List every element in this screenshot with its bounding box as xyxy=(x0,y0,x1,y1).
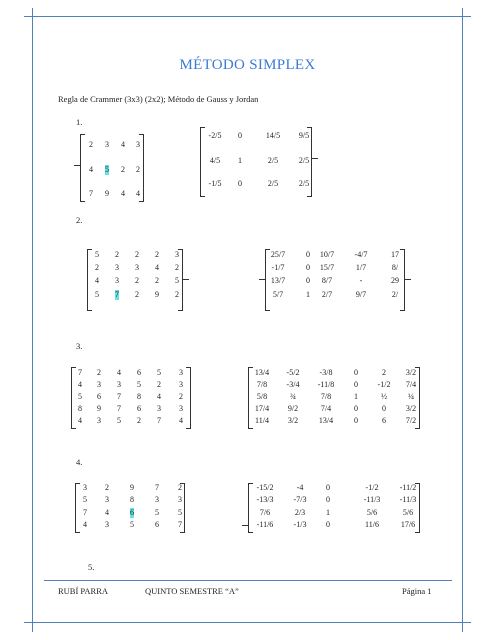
matrix-cell: 2/5 xyxy=(267,156,279,165)
matrix-cell: 9 xyxy=(97,404,101,413)
matrix-cell: 1 xyxy=(354,392,358,401)
bracket-tick xyxy=(405,279,411,280)
matrix-cell: 3 xyxy=(157,404,161,413)
matrix-cell: 7 xyxy=(117,404,121,413)
matrix-cell: 1/7 xyxy=(355,263,367,272)
matrix-cell: 9/2 xyxy=(287,404,299,413)
matrix-cell: 2 xyxy=(115,250,119,259)
matrix-cell: 7 xyxy=(178,520,182,529)
matrix-cell: ½ xyxy=(381,392,387,401)
matrix-cell: 29 xyxy=(391,276,399,285)
matrix-cell: 7 xyxy=(155,483,159,492)
matrix-cell: -1/2 xyxy=(377,380,391,389)
matrix-cell: 0 xyxy=(354,404,358,413)
matrix-cell: 1 xyxy=(306,290,310,299)
intro-text: Regla de Crammer (3x3) (2x2); Método de Gauss y Jordan xyxy=(58,94,259,104)
matrix-cell: 3 xyxy=(83,483,87,492)
bracket-left xyxy=(71,367,76,429)
matrix-cell: -11/3 xyxy=(363,495,381,504)
matrix-cell: -4/7 xyxy=(354,250,368,259)
matrix-cell: 2 xyxy=(89,140,93,149)
matrix-1-original xyxy=(80,134,144,202)
matrix-cell: 5 xyxy=(95,290,99,299)
matrix-cell: 5 xyxy=(117,416,121,425)
matrix-cell: 3/2 xyxy=(287,416,299,425)
matrix-cell: 2 xyxy=(135,276,139,285)
pivot-cell: 6 xyxy=(130,508,134,517)
matrix-cell: 6 xyxy=(137,404,141,413)
border-right xyxy=(462,8,463,632)
matrix-cell: 2 xyxy=(155,250,159,259)
footer-author: RUBÍ PARRA xyxy=(58,586,108,596)
matrix-cell: 3 xyxy=(179,380,183,389)
matrix-cell: 2/5 xyxy=(298,156,310,165)
bracket-tick xyxy=(74,165,80,166)
matrix-cell: 2/5 xyxy=(267,179,279,188)
matrix-cell: 2/ xyxy=(391,290,399,299)
matrix-cell: 8/ xyxy=(391,263,399,272)
bracket-left xyxy=(75,483,80,533)
matrix-cell: 7 xyxy=(83,508,87,517)
matrix-cell: 3 xyxy=(115,263,119,272)
footer-semester: QUINTO SEMESTRE “A” xyxy=(145,586,239,596)
matrix-cell: 0 xyxy=(306,250,310,259)
matrix-cell: 3 xyxy=(105,140,109,149)
matrix-cell: -4 xyxy=(296,483,304,492)
bracket-tick xyxy=(183,279,189,280)
matrix-cell: -1/7 xyxy=(271,263,285,272)
matrix-cell: 2 xyxy=(175,290,179,299)
matrix-cell: 0 xyxy=(326,495,330,504)
matrix-2-original xyxy=(87,249,183,311)
matrix-cell: 3 xyxy=(115,276,119,285)
matrix-cell: 5 xyxy=(178,508,182,517)
matrix-cell: 7/8 xyxy=(320,392,332,401)
matrix-cell: 3 xyxy=(178,495,182,504)
matrix-cell: 11/4 xyxy=(255,416,269,425)
matrix-cell: -1/5 xyxy=(208,179,222,188)
matrix-cell: 0 xyxy=(306,276,310,285)
matrix-cell: 5 xyxy=(130,520,134,529)
matrix-cell: 3 xyxy=(135,263,139,272)
matrix-cell: 7/4 xyxy=(405,380,417,389)
matrix-cell: 6 xyxy=(137,368,141,377)
matrix-cell: 10/7 xyxy=(319,250,335,259)
border-left xyxy=(32,8,33,632)
matrix-cell: -13/3 xyxy=(256,495,274,504)
bracket-right xyxy=(186,367,191,429)
bracket-right xyxy=(400,249,405,311)
matrix-cell: 17/4 xyxy=(254,404,270,413)
matrix-cell: 5/7 xyxy=(272,290,284,299)
matrix-cell: 8 xyxy=(137,392,141,401)
matrix-cell: 2 xyxy=(179,392,183,401)
matrix-cell: -11/3 xyxy=(399,495,417,504)
matrix-cell: 5 xyxy=(78,392,82,401)
matrix-cell: 3 xyxy=(105,520,109,529)
matrix-cell: 1 xyxy=(326,508,330,517)
matrix-cell: 1 xyxy=(238,156,242,165)
matrix-cell: 2 xyxy=(97,368,101,377)
matrix-cell: 4 xyxy=(155,263,159,272)
page-title: MÉTODO SIMPLEX xyxy=(179,57,316,73)
matrix-cell: 3 xyxy=(117,380,121,389)
matrix-cell: 6 xyxy=(97,392,101,401)
matrix-cell: 4 xyxy=(95,276,99,285)
matrix-cell: 0 xyxy=(354,416,358,425)
matrix-cell: 2 xyxy=(137,416,141,425)
matrix-cell: 5 xyxy=(157,368,161,377)
matrix-cell: 2 xyxy=(95,263,99,272)
matrix-cell: 4 xyxy=(136,189,140,198)
matrix-cell: -3/8 xyxy=(319,368,333,377)
matrix-cell: -1/2 xyxy=(365,483,379,492)
matrix-cell: 3 xyxy=(136,140,140,149)
matrix-3-result xyxy=(248,367,420,429)
matrix-cell: 5 xyxy=(137,380,141,389)
matrix-cell: 11/6 xyxy=(365,520,379,529)
matrix-cell: -11/2 xyxy=(399,483,417,492)
matrix-cell: 4 xyxy=(78,416,82,425)
matrix-cell: 6 xyxy=(155,520,159,529)
matrix-cell: ¾ xyxy=(290,392,296,401)
bracket-left xyxy=(265,249,270,311)
matrix-cell: 17 xyxy=(391,250,399,259)
pivot-cell: 7 xyxy=(115,290,119,299)
item-number-1: 1. xyxy=(76,117,83,127)
matrix-cell: 14/5 xyxy=(265,131,281,140)
matrix-cell: 2 xyxy=(135,290,139,299)
matrix-cell: -7/3 xyxy=(293,495,307,504)
matrix-cell: 3 xyxy=(97,380,101,389)
bracket-left xyxy=(80,134,85,202)
matrix-cell: 7 xyxy=(157,416,161,425)
footer-divider xyxy=(44,580,452,581)
matrix-cell: 5 xyxy=(155,508,159,517)
matrix-cell: 7 xyxy=(89,189,93,198)
matrix-cell: 4 xyxy=(78,380,82,389)
matrix-cell: -1/3 xyxy=(293,520,307,529)
matrix-cell: 5/6 xyxy=(402,508,414,517)
matrix-cell: 7/6 xyxy=(259,508,271,517)
bracket-tick xyxy=(312,158,318,159)
matrix-cell: 9/5 xyxy=(298,131,310,140)
matrix-cell: 5/6 xyxy=(366,508,378,517)
matrix-cell: -5/2 xyxy=(286,368,300,377)
matrix-cell: 5 xyxy=(175,276,179,285)
matrix-cell: 4 xyxy=(105,508,109,517)
border-bottom xyxy=(24,622,471,623)
matrix-cell: 5 xyxy=(83,495,87,504)
matrix-cell: 4 xyxy=(121,189,125,198)
item-number-5: 5. xyxy=(88,562,95,572)
matrix-cell: 2 xyxy=(157,380,161,389)
matrix-cell: 4/5 xyxy=(209,156,221,165)
bracket-left xyxy=(200,127,205,197)
matrix-cell: 2 xyxy=(105,483,109,492)
bracket-left xyxy=(87,249,92,311)
matrix-cell: 0 xyxy=(382,404,386,413)
bracket-tick xyxy=(242,525,248,526)
matrix-cell: 4 xyxy=(121,140,125,149)
item-number-4: 4. xyxy=(76,457,83,467)
matrix-cell: 13/4 xyxy=(318,416,334,425)
matrix-cell: 4 xyxy=(83,520,87,529)
footer-page-number: Página 1 xyxy=(402,586,432,596)
matrix-cell: -3/4 xyxy=(286,380,300,389)
matrix-cell: 0 xyxy=(326,483,330,492)
border-top xyxy=(24,16,471,17)
matrix-cell: 4 xyxy=(157,392,161,401)
bracket-left xyxy=(248,367,253,429)
matrix-cell: 0 xyxy=(354,380,358,389)
matrix-cell: 9/7 xyxy=(355,290,367,299)
matrix-cell: 6 xyxy=(382,416,386,425)
matrix-cell: 2 xyxy=(121,165,125,174)
matrix-cell: 3 xyxy=(97,416,101,425)
bracket-left xyxy=(248,483,253,533)
matrix-cell: 8/7 xyxy=(321,276,333,285)
matrix-cell: 5/8 xyxy=(256,392,268,401)
matrix-cell: 2 xyxy=(382,368,386,377)
matrix-cell: 8 xyxy=(130,495,134,504)
matrix-cell: 3 xyxy=(175,250,179,259)
matrix-cell: 3 xyxy=(155,495,159,504)
matrix-cell: 3/2 xyxy=(405,404,417,413)
matrix-cell: 4 xyxy=(89,165,93,174)
matrix-cell: -2/5 xyxy=(208,131,222,140)
matrix-cell: 9 xyxy=(130,483,134,492)
matrix-cell: 0 xyxy=(306,263,310,272)
matrix-cell: 3 xyxy=(179,368,183,377)
matrix-cell: 2/7 xyxy=(321,290,333,299)
matrix-cell: 0 xyxy=(354,368,358,377)
matrix-cell: 7 xyxy=(117,392,121,401)
matrix-cell: 13/4 xyxy=(254,368,270,377)
matrix-cell: 0 xyxy=(238,131,242,140)
matrix-cell: 17/6 xyxy=(400,520,416,529)
item-number-2: 2. xyxy=(76,215,83,225)
matrix-cell: 5 xyxy=(95,250,99,259)
matrix-cell: - xyxy=(359,276,363,285)
matrix-cell: 4 xyxy=(117,368,121,377)
matrix-cell: 2 xyxy=(155,276,159,285)
matrix-cell: 2/5 xyxy=(298,179,310,188)
pivot-cell: 5 xyxy=(105,165,109,174)
matrix-cell: -15/2 xyxy=(256,483,274,492)
matrix-4-result xyxy=(248,483,420,533)
matrix-cell: ¼ xyxy=(408,392,414,401)
matrix-cell: 7/2 xyxy=(405,416,417,425)
matrix-cell: 25/7 xyxy=(270,250,286,259)
matrix-cell: 0 xyxy=(326,520,330,529)
matrix-cell: 7/8 xyxy=(256,380,268,389)
matrix-cell: 3/2 xyxy=(405,368,417,377)
matrix-cell: 2/3 xyxy=(294,508,306,517)
matrix-cell: 2 xyxy=(178,483,182,492)
matrix-cell: 3 xyxy=(105,495,109,504)
matrix-cell: 8 xyxy=(78,404,82,413)
matrix-cell: 4 xyxy=(179,416,183,425)
matrix-cell: 7 xyxy=(78,368,82,377)
matrix-cell: 2 xyxy=(136,165,140,174)
matrix-cell: 7/4 xyxy=(320,404,332,413)
bracket-tick xyxy=(259,279,265,280)
matrix-3-original xyxy=(71,367,191,429)
matrix-cell: 9 xyxy=(155,290,159,299)
matrix-cell: 2 xyxy=(135,250,139,259)
matrix-1-result xyxy=(200,127,312,197)
item-number-3: 3. xyxy=(76,341,83,351)
matrix-cell: 0 xyxy=(238,179,242,188)
matrix-cell: -11/8 xyxy=(317,380,335,389)
matrix-cell: 15/7 xyxy=(319,263,335,272)
matrix-cell: 9 xyxy=(105,189,109,198)
matrix-cell: 2 xyxy=(175,263,179,272)
matrix-4-original xyxy=(75,483,185,533)
matrix-cell: 13/7 xyxy=(270,276,286,285)
matrix-2-result xyxy=(265,249,405,311)
matrix-cell: -11/6 xyxy=(256,520,274,529)
matrix-cell: 3 xyxy=(179,404,183,413)
